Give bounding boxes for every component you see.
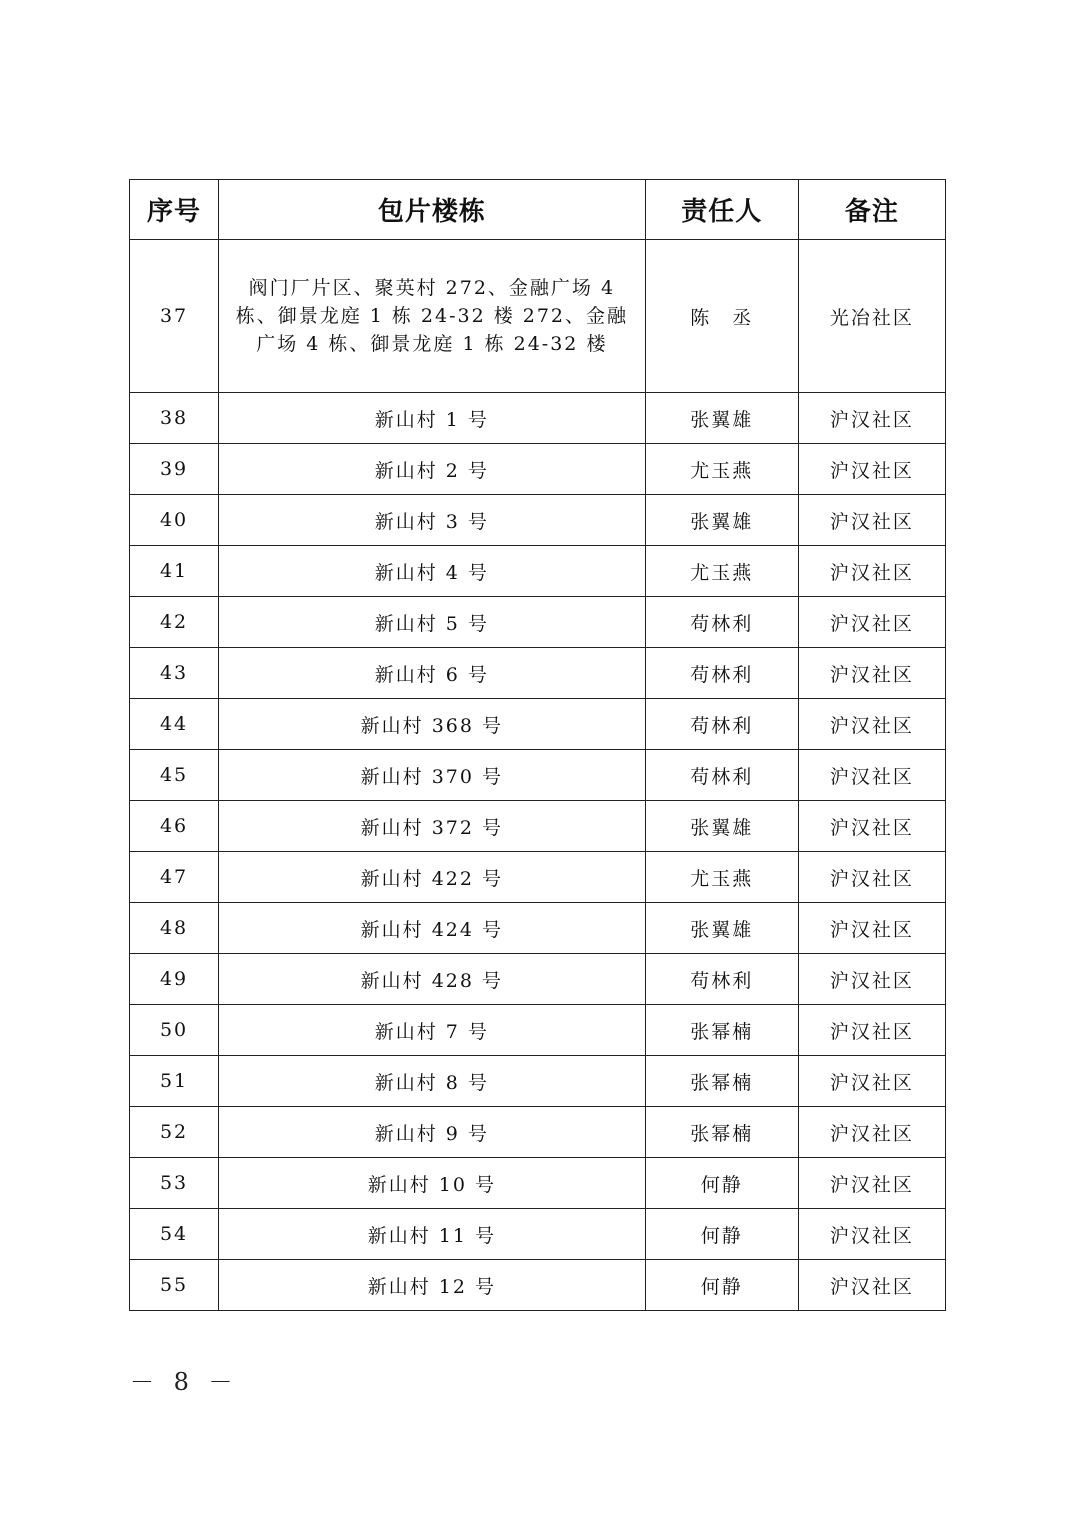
cell-seq: 41 [130,546,219,597]
table-row [130,699,946,750]
cell-area: 新山村 422 号 [219,852,646,903]
table-row [130,495,946,546]
cell-area: 新山村 12 号 [219,1260,646,1311]
cell-person: 苟林利 [645,699,798,750]
cell-person: 何静 [645,1260,798,1311]
cell-seq: 38 [130,393,219,444]
responsibility-table [129,179,946,1311]
table-row [130,648,946,699]
table-row [130,1005,946,1056]
table-row [130,240,946,393]
cell-note: 沪汉社区 [798,852,945,903]
table-row [130,1260,946,1311]
cell-note: 沪汉社区 [798,1260,945,1311]
cell-note: 沪汉社区 [798,597,945,648]
table-row [130,597,946,648]
cell-area: 新山村 370 号 [219,750,646,801]
cell-area: 新山村 9 号 [219,1107,646,1158]
cell-person: 尤玉燕 [645,546,798,597]
cell-note: 沪汉社区 [798,801,945,852]
cell-seq: 54 [130,1209,219,1260]
cell-person: 苟林利 [645,597,798,648]
cell-area: 新山村 6 号 [219,648,646,699]
cell-area: 新山村 3 号 [219,495,646,546]
table-row [130,1107,946,1158]
table-row [130,1056,946,1107]
header-person: 责任人 [645,180,798,240]
cell-person: 苟林利 [645,648,798,699]
cell-area: 阀门厂片区、聚英村 272、金融广场 4 栋、御景龙庭 1 栋 24-32 楼 272、金融广场 4 栋、御景龙庭 1 栋 24-32 楼 [219,240,646,393]
cell-person: 张幂楠 [645,1107,798,1158]
cell-seq: 49 [130,954,219,1005]
cell-note: 沪汉社区 [798,699,945,750]
cell-person: 张翼雄 [645,903,798,954]
cell-seq: 44 [130,699,219,750]
cell-person: 何静 [645,1209,798,1260]
cell-area: 新山村 428 号 [219,954,646,1005]
table-row [130,801,946,852]
table-row [130,1209,946,1260]
cell-note: 沪汉社区 [798,1209,945,1260]
cell-seq: 42 [130,597,219,648]
cell-seq: 46 [130,801,219,852]
cell-person: 张幂楠 [645,1005,798,1056]
cell-seq: 52 [130,1107,219,1158]
cell-person: 何静 [645,1158,798,1209]
cell-seq: 47 [130,852,219,903]
table-row [130,903,946,954]
cell-area: 新山村 5 号 [219,597,646,648]
cell-person: 尤玉燕 [645,852,798,903]
cell-area: 新山村 372 号 [219,801,646,852]
cell-area: 新山村 2 号 [219,444,646,495]
cell-note: 沪汉社区 [798,750,945,801]
cell-area: 新山村 11 号 [219,1209,646,1260]
cell-note: 沪汉社区 [798,648,945,699]
cell-person: 苟林利 [645,954,798,1005]
table-row [130,393,946,444]
cell-area: 新山村 8 号 [219,1056,646,1107]
cell-area: 新山村 1 号 [219,393,646,444]
cell-area: 新山村 424 号 [219,903,646,954]
cell-person: 苟林利 [645,750,798,801]
page-number: － 8 － [130,1368,239,1396]
cell-seq: 43 [130,648,219,699]
table-row [130,954,946,1005]
cell-note: 沪汉社区 [798,495,945,546]
table-row [130,852,946,903]
cell-person: 张幂楠 [645,1056,798,1107]
cell-seq: 40 [130,495,219,546]
cell-note: 沪汉社区 [798,1158,945,1209]
cell-seq: 37 [130,240,219,393]
cell-note: 沪汉社区 [798,1005,945,1056]
cell-seq: 48 [130,903,219,954]
cell-seq: 50 [130,1005,219,1056]
cell-seq: 45 [130,750,219,801]
cell-area: 新山村 4 号 [219,546,646,597]
cell-seq: 53 [130,1158,219,1209]
cell-note: 沪汉社区 [798,444,945,495]
table-header-row [130,180,946,240]
cell-person: 张翼雄 [645,393,798,444]
header-note: 备注 [798,180,945,240]
cell-note: 沪汉社区 [798,393,945,444]
table-row [130,1158,946,1209]
table-row [130,750,946,801]
cell-person: 张翼雄 [645,801,798,852]
table-body [130,240,946,1311]
cell-area: 新山村 10 号 [219,1158,646,1209]
cell-note: 沪汉社区 [798,954,945,1005]
header-seq: 序号 [130,180,219,240]
cell-area: 新山村 7 号 [219,1005,646,1056]
cell-note: 沪汉社区 [798,1107,945,1158]
cell-note: 沪汉社区 [798,546,945,597]
table-row [130,546,946,597]
cell-seq: 51 [130,1056,219,1107]
cell-person: 陈 丞 [645,240,798,393]
cell-person: 张翼雄 [645,495,798,546]
table-row [130,444,946,495]
cell-seq: 55 [130,1260,219,1311]
header-area: 包片楼栋 [219,180,646,240]
cell-person: 尤玉燕 [645,444,798,495]
cell-seq: 39 [130,444,219,495]
cell-note: 沪汉社区 [798,1056,945,1107]
cell-note: 沪汉社区 [798,903,945,954]
cell-note: 光冶社区 [798,240,945,393]
cell-area: 新山村 368 号 [219,699,646,750]
